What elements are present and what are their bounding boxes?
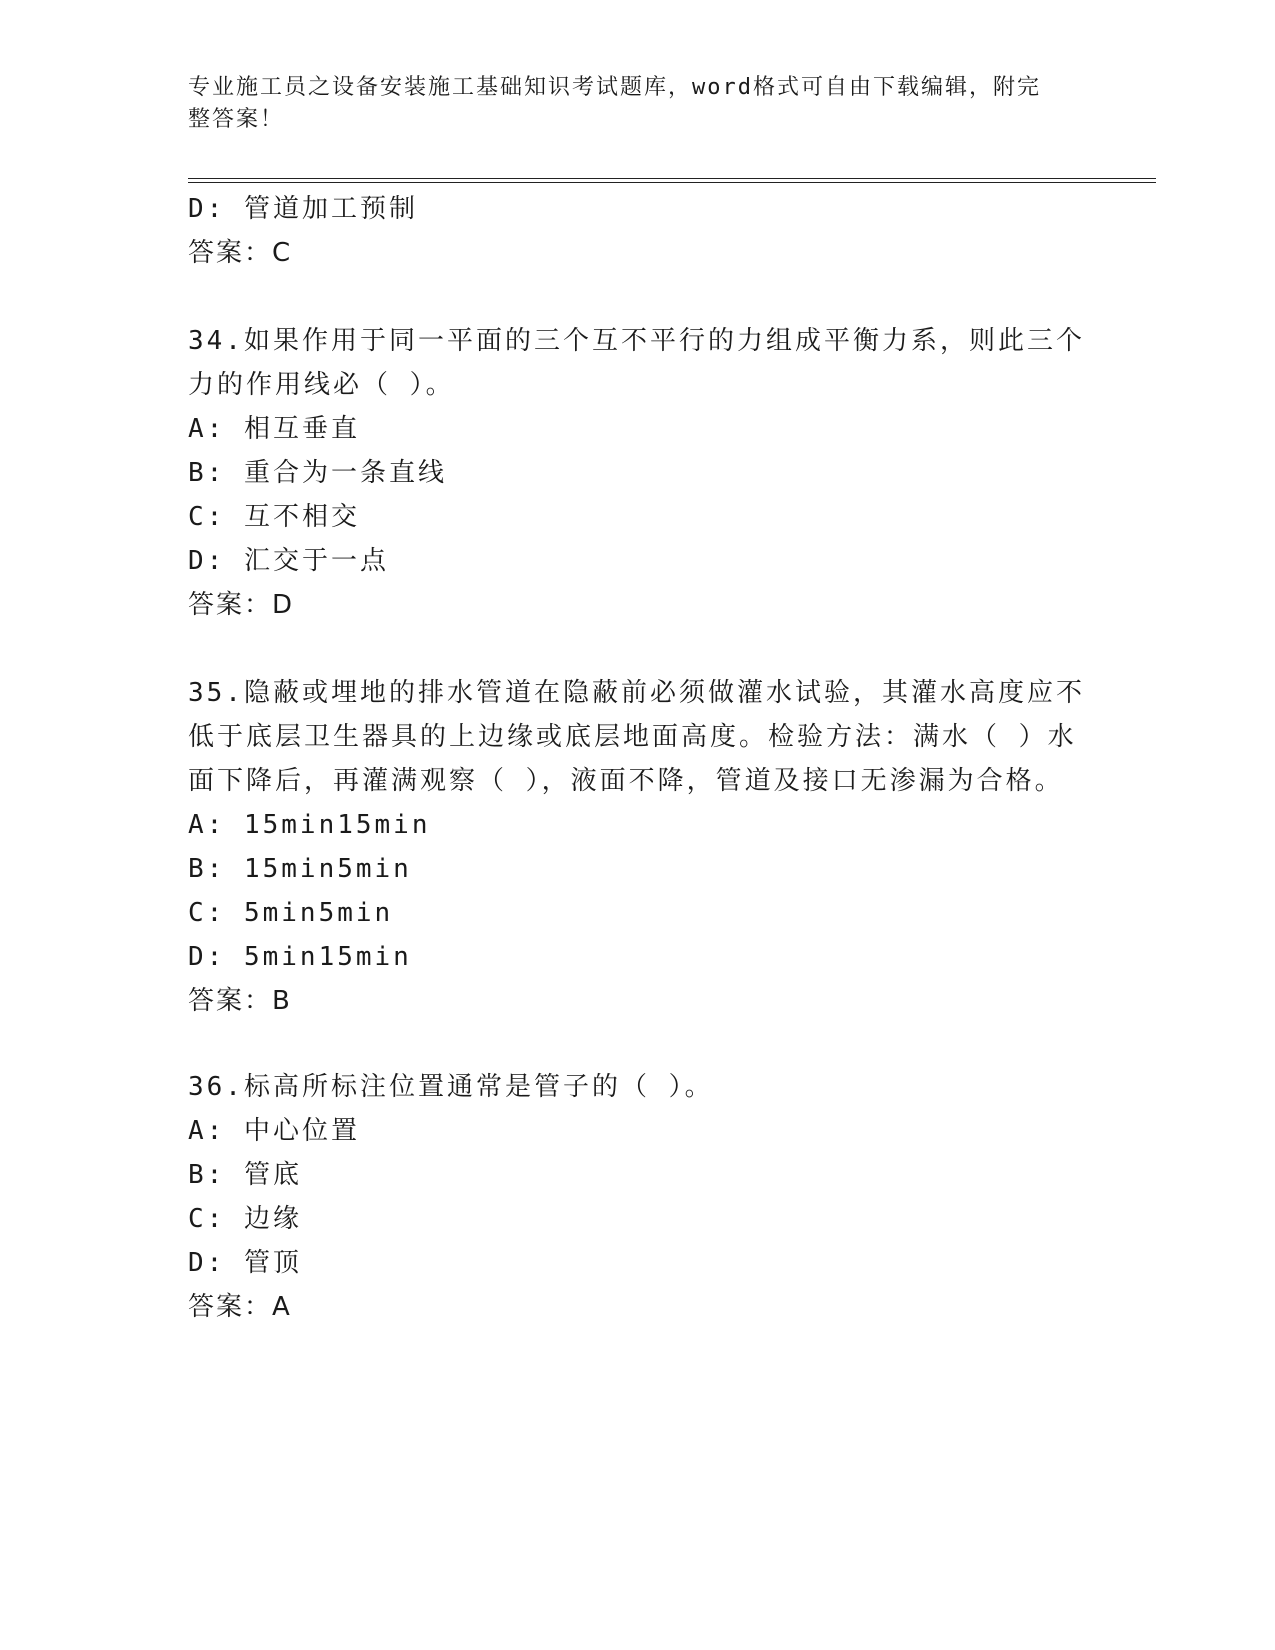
prev-option-d: D: 管道加工预制 [188, 194, 418, 224]
q36-answer: 答案：A [188, 1292, 292, 1322]
q36-option-c: C: 边缘 [188, 1204, 302, 1234]
q35-stem-line-3: 面下降后，再灌满观察（ ），液面不降，管道及接口无渗漏为合格。 [188, 766, 1064, 796]
q35-option-d: D: 5min15min [188, 942, 412, 972]
q34-option-d: D: 汇交于一点 [188, 546, 389, 576]
q35-option-c: C: 5min5min [188, 898, 394, 928]
document-header [188, 72, 1088, 136]
header-title-line-1: 专业施工员之设备安装施工基础知识考试题库，word格式可自由下载编辑，附完 [188, 75, 1041, 100]
q35-option-b: B: 15min5min [188, 854, 412, 884]
q35-stem-line-2: 低于底层卫生器具的上边缘或底层地面高度。检验方法：满水（ ）水 [188, 722, 1077, 752]
header-divider [188, 178, 1156, 183]
header-title-line-2: 整答案！ [188, 107, 285, 132]
q35-answer: 答案：B [188, 986, 292, 1016]
q34-answer: 答案：D [188, 590, 295, 620]
q36-option-b: B: 管底 [188, 1160, 302, 1190]
q34-stem-line-1: 34.如果作用于同一平面的三个互不平行的力组成平衡力系，则此三个 [188, 326, 1085, 356]
q35-stem-line-1: 35.隐蔽或埋地的排水管道在隐蔽前必须做灌水试验，其灌水高度应不 [188, 678, 1085, 708]
q36-option-a: A: 中心位置 [188, 1116, 360, 1146]
q34-stem-line-2: 力的作用线必（ ）。 [188, 370, 455, 400]
q36-option-d: D: 管顶 [188, 1248, 302, 1278]
q36-stem-line-1: 36.标高所标注位置通常是管子的（ ）。 [188, 1072, 714, 1102]
prev-answer: 答案：C [188, 238, 293, 268]
q34-option-b: B: 重合为一条直线 [188, 458, 447, 488]
q35-option-a: A: 15min15min [188, 810, 431, 840]
q34-option-c: C: 互不相交 [188, 502, 360, 532]
q34-option-a: A: 相互垂直 [188, 414, 360, 444]
